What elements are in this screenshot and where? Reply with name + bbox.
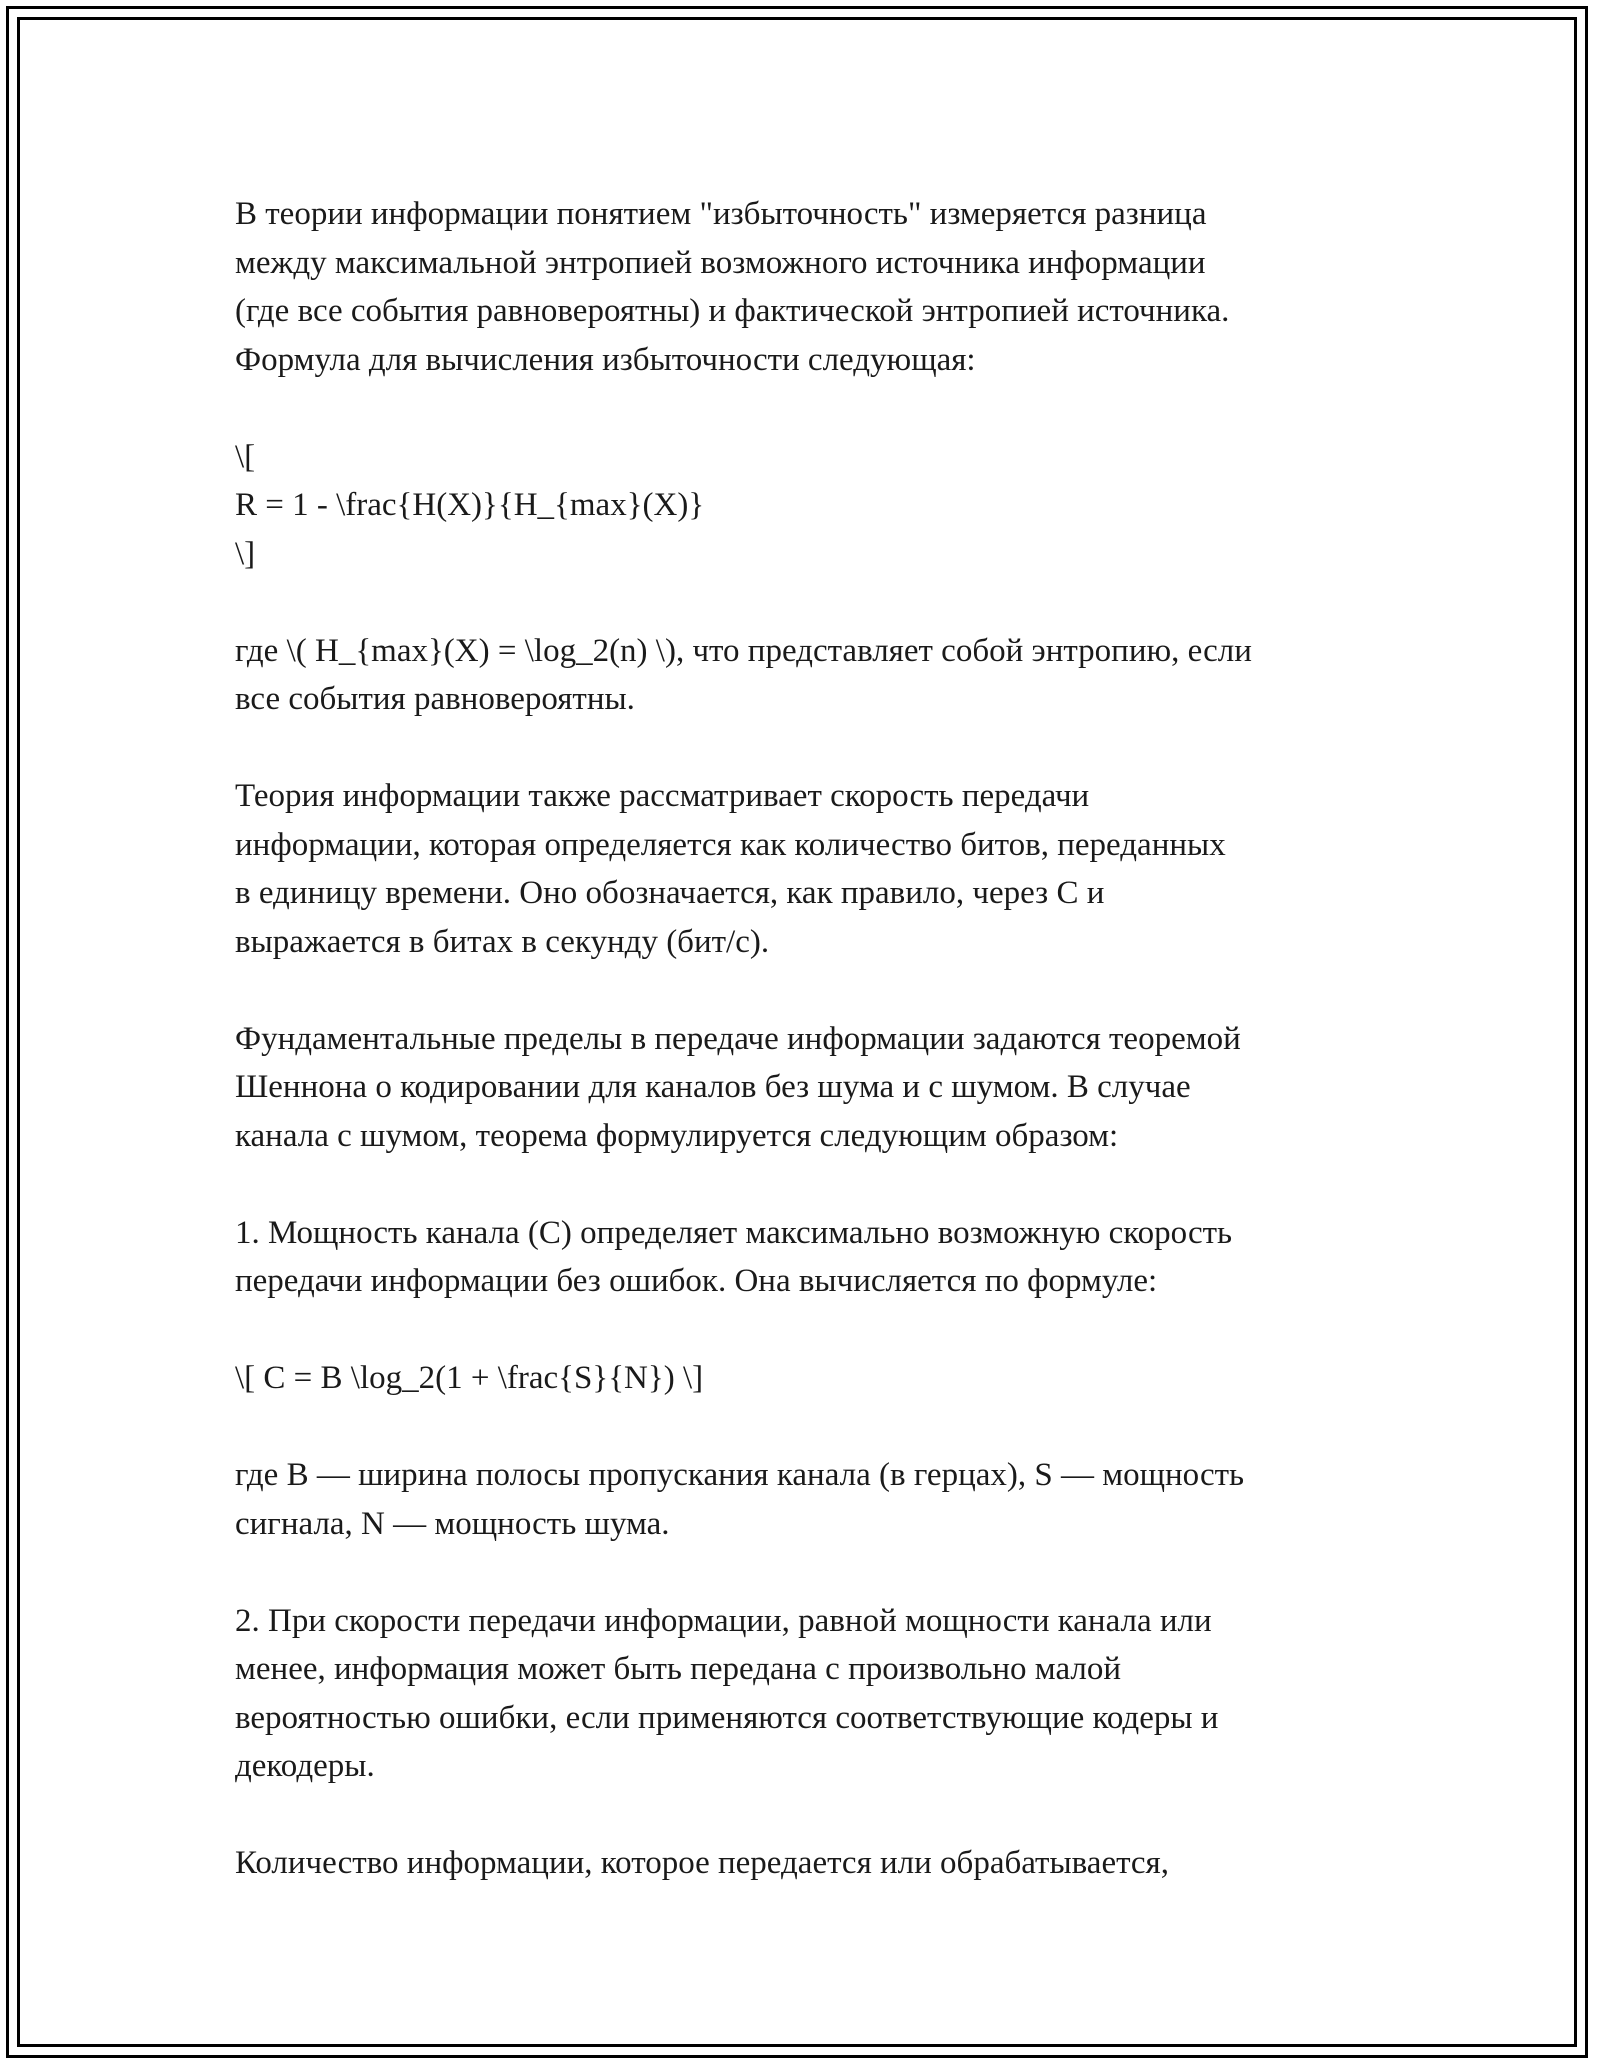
- paragraph-formula-variables: где B — ширина полосы пропускания канала (в герцах), S — мощность сигнала, N — мощность шума.: [235, 1457, 1245, 1542]
- list-item-error-probability: 2. При скорости передачи информации, равной мощности канала или менее, информация может быть передана с произвольно малой вероятностью ошибки, если применяются соответствующие кодеры и декодеры.: [235, 1602, 1219, 1784]
- formula-redundancy: \[ R = 1 - \frac{H(X)}{H_{max}(X)} \]: [235, 438, 705, 572]
- paragraph-transmission-rate: Теория информации также рассматривает скорость передачи информации, которая определяется как количество битов, переданных в единицу времени. Оно обозначается, как правило, через C и выражается в битах в секунду (бит/с).: [235, 778, 1226, 960]
- list-item-channel-capacity: 1. Мощность канала (C) определяет максимально возможную скорость передачи информации без ошибок. Она вычисляется по формуле:: [235, 1214, 1233, 1299]
- paragraph-information-amount: Количество информации, которое передается или обрабатывается,: [235, 1845, 1169, 1881]
- formula-channel-capacity: \[ C = B \log_2(1 + \frac{S}{N}) \]: [235, 1360, 704, 1396]
- paragraph-redundancy-intro: В теории информации понятием "избыточность" измеряется разница между максимальной энтропией возможного источника информации (где все события равновероятны) и фактической энтропией источника. Формула для вычисления избыточности следующая:: [235, 196, 1230, 378]
- paragraph-shannon-theorem: Фундаментальные пределы в передаче информации задаются теоремой Шеннона о кодировании для каналов без шума и с шумом. В случае канала с шумом, теорема формулируется следующим образом:: [235, 1020, 1241, 1154]
- paragraph-hmax-definition: где \( H_{max}(X) = \log_2(n) \), что представляет собой энтропию, если все события равновероятны.: [235, 632, 1252, 717]
- document-body: [235, 190, 1395, 1888]
